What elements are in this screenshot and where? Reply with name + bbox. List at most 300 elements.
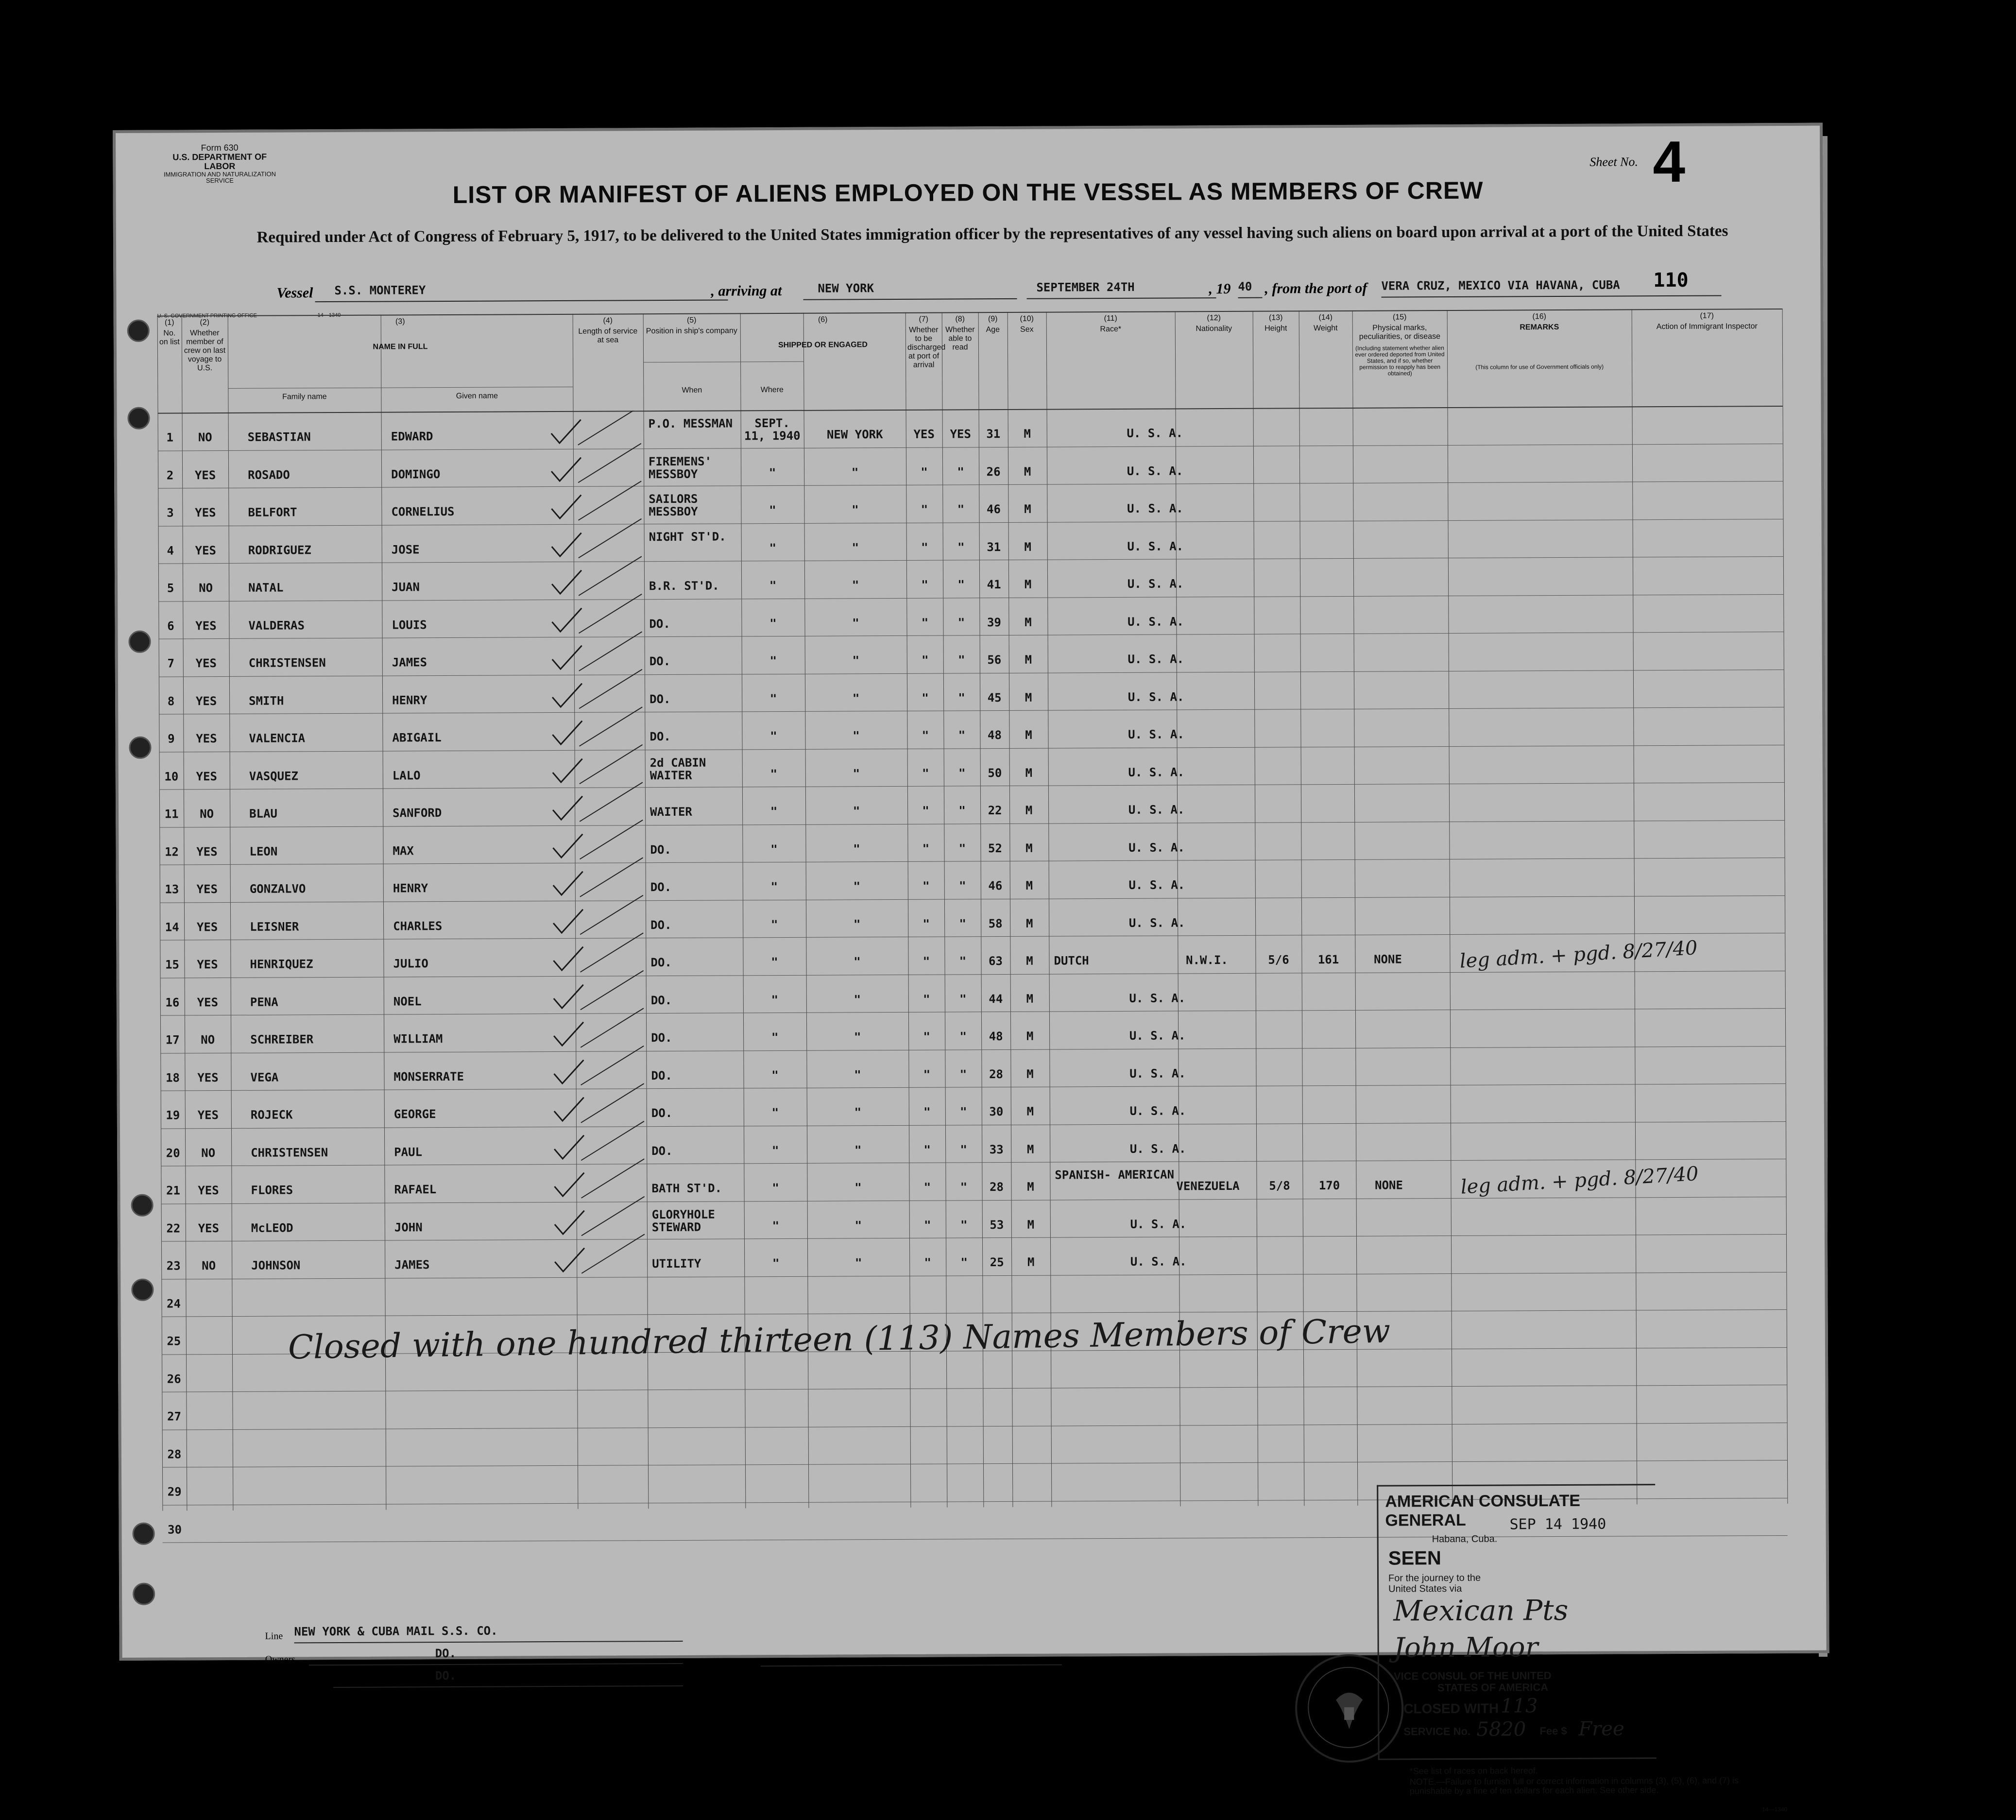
- cell-age: 46: [986, 502, 1001, 516]
- cell-given: JOHN: [394, 1220, 423, 1234]
- seal-inner-ring: [1308, 1667, 1389, 1749]
- cell-n: 29: [167, 1485, 182, 1499]
- cell-prev: YES: [196, 920, 218, 934]
- column-divider: [1632, 309, 1638, 1504]
- cell-sex: M: [1024, 502, 1031, 516]
- cell-read: ": [957, 502, 965, 516]
- binder-hole: [127, 320, 150, 342]
- cell-family: LEISNER: [250, 919, 299, 934]
- cell-when: ": [770, 917, 778, 931]
- cell-pos: UTILITY: [652, 1256, 701, 1271]
- cell-dis: ": [923, 917, 930, 931]
- row-divider: [162, 1422, 1787, 1430]
- row-divider: [161, 1271, 1786, 1279]
- cell-given: CORNELIUS: [391, 504, 455, 519]
- cell-prev: YES: [194, 468, 216, 482]
- column-number: (5): [686, 316, 697, 325]
- cell-given: LOUIS: [392, 618, 427, 632]
- stamp-vice-1: VICE CONSUL OF THE UNITED: [1393, 1669, 1552, 1683]
- cell-read: ": [957, 615, 965, 629]
- cell-pos: DO.: [651, 1106, 673, 1120]
- cell-dis: ": [922, 728, 929, 742]
- vessel-name: S.S. MONTEREY: [315, 282, 728, 302]
- cell-n: 16: [165, 995, 180, 1010]
- cell-read: ": [957, 578, 965, 592]
- cell-family: FLORES: [251, 1183, 293, 1197]
- cell-when: SEPT. 11, 1940: [744, 416, 801, 443]
- vessel-label: Vessel: [276, 285, 313, 301]
- cell-where: ": [854, 1181, 862, 1195]
- column-number: (3): [395, 317, 405, 326]
- cell-n: 13: [165, 882, 179, 896]
- cell-sex: M: [1026, 1067, 1034, 1081]
- cell-where: ": [854, 992, 861, 1006]
- cell-read: ": [957, 540, 965, 554]
- cell-n: 1: [166, 430, 174, 445]
- stamp-heading: AMERICAN CONSULATE GENERAL: [1385, 1491, 1581, 1530]
- cell-family: VEGA: [250, 1070, 279, 1084]
- column-label: Race*: [1100, 325, 1122, 334]
- cell-n: 2: [166, 468, 174, 482]
- closed-with-value: 113: [1501, 1695, 1538, 1717]
- cell-pos: SAILORS MESSBOY: [649, 492, 698, 519]
- remarks-note: leg adm. + pgd. 8/27/40: [1460, 1162, 1699, 1199]
- cell-age: 22: [988, 804, 1002, 818]
- cell-pos: DO.: [650, 918, 672, 932]
- cell-pos: DO.: [649, 617, 670, 631]
- column-label: Whether member of crew on last voyage to U.S.: [184, 329, 226, 373]
- cell-dis: YES: [913, 427, 935, 441]
- column-number: (9): [988, 315, 998, 324]
- cell-where: ": [854, 955, 861, 969]
- cell-marks: NONE: [1374, 952, 1402, 966]
- cell-n: 9: [168, 732, 175, 746]
- cell-pos: WAITER: [650, 805, 692, 819]
- cell-n: 20: [166, 1146, 180, 1160]
- action-subheader: (This column for use of Government officials only): [1475, 363, 1604, 371]
- cell-sex: M: [1025, 652, 1032, 667]
- cell-sex: M: [1026, 1029, 1034, 1043]
- inspector-signature-line: Immigrant Inspector.: [761, 1665, 1062, 1680]
- cell-given: JUAN: [392, 580, 420, 594]
- cell-where: ": [851, 465, 859, 479]
- cell-given: GEORGE: [393, 1107, 436, 1121]
- cell-age: 46: [988, 879, 1003, 893]
- cell-sex: M: [1024, 464, 1031, 479]
- row-divider: [159, 744, 1784, 752]
- service-no-value: 5820: [1476, 1718, 1526, 1741]
- remarks-note: leg adm. + pgd. 8/27/40: [1459, 936, 1698, 973]
- service-column-strokes: [573, 411, 648, 1383]
- cell-read: ": [957, 653, 965, 667]
- cell-age: 52: [988, 841, 1002, 855]
- binder-hole: [131, 1279, 154, 1301]
- closing-note: Closed with one hundred thirteen (113) Names Members of Crew: [288, 1312, 1391, 1367]
- column-label: Position in ship's company: [646, 326, 737, 336]
- cell-read: YES: [950, 427, 971, 441]
- cell-prev: YES: [196, 844, 218, 858]
- row-divider: [162, 1309, 1787, 1317]
- binder-hole: [133, 1583, 155, 1605]
- cell-prev: YES: [197, 1108, 219, 1122]
- from-label: , from the port of: [1264, 280, 1367, 297]
- cell-dis: ": [923, 1143, 931, 1157]
- cell-prev: YES: [195, 694, 217, 708]
- cell-family: GONZALVO: [249, 882, 306, 896]
- year-prefix: , 19: [1209, 280, 1231, 297]
- stamp-date: SEP 14 1940: [1509, 1515, 1606, 1533]
- cell-where: ": [854, 1256, 862, 1270]
- column-number: (12): [1207, 314, 1221, 323]
- cell-prev: NO: [201, 1146, 216, 1160]
- cell-given: JAMES: [394, 1258, 430, 1272]
- cell-nat: U. S. A.: [1130, 1254, 1187, 1269]
- column-number: (13): [1268, 313, 1283, 322]
- printing-office: U. S. GOVERNMENT PRINTING OFFICE: [157, 312, 257, 319]
- column-header: [573, 313, 644, 411]
- stamp-vice-2: STATES OF AMERICA: [1437, 1681, 1549, 1694]
- cell-given: HENRY: [392, 693, 427, 707]
- cell-n: 25: [167, 1334, 181, 1348]
- cell-sex: M: [1025, 916, 1033, 930]
- cell-read: ": [958, 841, 966, 855]
- cell-pos: DO.: [651, 1068, 672, 1082]
- given-name-subheader: Given name: [456, 392, 498, 400]
- cell-height: 5/8: [1269, 1179, 1290, 1193]
- cell-dis: ": [923, 1030, 930, 1044]
- cell-read: ": [958, 804, 966, 818]
- cell-pos: DO.: [650, 955, 672, 970]
- cell-where: ": [853, 766, 860, 780]
- cell-n: 23: [166, 1259, 181, 1273]
- cell-sex: M: [1027, 1218, 1035, 1232]
- cell-prev: NO: [198, 430, 212, 445]
- cell-given: NOEL: [393, 994, 422, 1008]
- cell-read: ": [959, 954, 967, 968]
- cell-nat: U. S. A.: [1127, 501, 1183, 515]
- agents-label: Local Agents: [265, 1676, 317, 1687]
- cell-family: RODRIGUEZ: [248, 543, 311, 557]
- cell-nat: U. S. A.: [1129, 1141, 1186, 1156]
- cell-family: ROSADO: [248, 467, 290, 482]
- cell-given: HENRY: [393, 881, 428, 895]
- cell-prev: NO: [199, 581, 213, 595]
- cell-when: ": [771, 1143, 779, 1157]
- row-divider: [160, 970, 1785, 978]
- cell-where: ": [853, 841, 860, 856]
- cell-prev: NO: [202, 1259, 216, 1273]
- cell-nat: U. S. A.: [1127, 426, 1183, 440]
- manifest-sheet: [113, 123, 1829, 1813]
- cell-dis: ": [924, 1218, 931, 1232]
- cell-where: ": [852, 691, 860, 705]
- column-divider: [1447, 310, 1453, 1505]
- cell-age: 28: [989, 1067, 1004, 1081]
- row-divider: [162, 1385, 1787, 1392]
- cell-family: CHRISTENSEN: [251, 1145, 328, 1160]
- cell-dis: ": [923, 954, 930, 968]
- cell-pos: DO.: [649, 654, 671, 669]
- fine-note: NOTE.—Failure to furnish full or correct information in columns (3), (5), (6), and (7) is punishable by a fine of ten dollars for each alien. See other side.: [1409, 1775, 1739, 1796]
- cell-age: 28: [989, 1180, 1004, 1194]
- row-divider: [159, 707, 1784, 715]
- cell-when: ": [769, 579, 777, 593]
- cell-n: 3: [167, 506, 174, 520]
- cell-family: VALENCIA: [249, 731, 306, 745]
- arrival-date: SEPTEMBER 24TH: [1026, 280, 1216, 299]
- binder-hole: [133, 1523, 155, 1545]
- cell-when: ": [772, 1219, 780, 1233]
- cell-nat: U. S. A.: [1128, 840, 1185, 855]
- cell-n: 11: [164, 807, 179, 821]
- cell-n: 6: [167, 618, 174, 633]
- stamp-city: Habana, Cuba.: [1432, 1533, 1498, 1545]
- cell-dis: ": [923, 1180, 931, 1194]
- cell-dis: ": [922, 841, 930, 856]
- cell-given: JAMES: [392, 655, 427, 670]
- row-divider: [159, 782, 1784, 790]
- cell-given: JOSE: [391, 542, 420, 557]
- cell-family: LEON: [249, 844, 278, 858]
- cell-given: RAFAEL: [394, 1183, 437, 1197]
- column-number: (17): [1700, 311, 1714, 320]
- column-divider: [228, 315, 234, 1511]
- cell-where: ": [853, 879, 861, 893]
- cell-given: PAUL: [394, 1145, 423, 1159]
- row-divider: [158, 594, 1783, 602]
- row-divider: [159, 820, 1784, 827]
- cell-given: ABIGAIL: [392, 731, 442, 745]
- cell-family: JOHNSON: [251, 1258, 301, 1272]
- closed-with-label: CLOSED WITH: [1403, 1700, 1499, 1717]
- row-divider: [158, 556, 1783, 564]
- cell-read: ": [960, 1105, 967, 1119]
- department: U.S. DEPARTMENT OF LABOR: [172, 152, 267, 171]
- cell-nat: U. S. A.: [1129, 1104, 1186, 1118]
- cell-nat: U. S. A.: [1128, 689, 1184, 704]
- cell-where: ": [853, 917, 861, 931]
- cell-given: JULIO: [393, 957, 428, 971]
- column-header: [1046, 311, 1176, 409]
- agents-value: DO.: [333, 1668, 683, 1688]
- cell-family: NATAL: [248, 581, 284, 595]
- column-label: SHIPPED OR ENGAGED: [778, 341, 868, 350]
- cell-prev: YES: [197, 995, 219, 1009]
- column-number: (8): [955, 315, 965, 324]
- cell-prev: YES: [195, 618, 217, 633]
- cell-nat: U. S. A.: [1128, 915, 1185, 930]
- cell-age: 31: [986, 427, 1001, 441]
- cell-sex: M: [1027, 1180, 1034, 1194]
- column-label: Weight: [1313, 324, 1338, 333]
- cell-when: ": [771, 1068, 779, 1082]
- cell-age: 25: [990, 1255, 1004, 1270]
- cell-given: WILLIAM: [393, 1032, 443, 1046]
- cell-n: 14: [165, 920, 179, 934]
- sheet-label: Sheet No.: [1589, 155, 1639, 169]
- cell-read: ": [959, 1030, 967, 1044]
- cell-when: ": [770, 842, 778, 856]
- cell-n: 27: [167, 1409, 182, 1424]
- column-header: [1253, 310, 1299, 408]
- cell-marks: NONE: [1375, 1178, 1403, 1192]
- cell-when: ": [771, 955, 778, 969]
- cell-read: ": [958, 766, 966, 780]
- cell-pos: BATH ST'D.: [651, 1181, 722, 1196]
- sheet-number: 4: [1653, 129, 1686, 195]
- cell-pos: DO.: [651, 1144, 673, 1158]
- cell-dis: ": [923, 1067, 931, 1082]
- cell-weight: 170: [1318, 1178, 1340, 1193]
- cell-when: ": [770, 767, 778, 781]
- cell-where: ": [854, 1218, 862, 1232]
- cell-pos: GLORYHOLE STEWARD: [651, 1207, 715, 1234]
- cell-prev: YES: [196, 732, 217, 746]
- cell-age: 56: [987, 653, 1002, 667]
- column-label: No. on list: [159, 329, 180, 346]
- cell-dis: ": [924, 1255, 931, 1270]
- cell-dis: ": [922, 766, 929, 780]
- cell-where: ": [852, 653, 860, 668]
- cell-n: 12: [164, 844, 179, 859]
- service-no-label: SERVICE No.: [1403, 1725, 1471, 1738]
- cell-prev: NO: [201, 1033, 215, 1047]
- cell-pos: DO.: [649, 729, 671, 744]
- cell-dis: ": [921, 616, 929, 630]
- cell-family: CHRISTENSEN: [248, 656, 326, 670]
- cell-prev: YES: [196, 882, 218, 896]
- cell-family: ROJECK: [250, 1108, 293, 1122]
- cell-sex: M: [1027, 1255, 1035, 1269]
- row-divider: [158, 481, 1783, 489]
- cell-age: 26: [986, 464, 1001, 479]
- cell-when: ": [771, 1106, 779, 1120]
- cell-when: ": [769, 541, 777, 555]
- column-divider: [182, 315, 188, 1511]
- cell-age: 48: [989, 1030, 1003, 1044]
- cell-nat: U. S. A.: [1127, 577, 1184, 591]
- column-header: [1632, 309, 1783, 406]
- arriving-label: , arriving at: [711, 282, 782, 299]
- stamp-via: Mexican Pts: [1393, 1593, 1569, 1628]
- cell-race: DUTCH: [1054, 954, 1089, 968]
- owners-label: Owners: [265, 1654, 296, 1665]
- column-header: [978, 312, 1008, 409]
- fee-value: Free: [1578, 1717, 1624, 1740]
- cell-nat: U. S. A.: [1128, 652, 1184, 666]
- stamp-seen: SEEN: [1388, 1547, 1441, 1569]
- row-divider: [158, 519, 1783, 527]
- cell-when: ": [771, 993, 779, 1007]
- cell-when: ": [769, 654, 777, 668]
- cell-n: 4: [167, 543, 174, 558]
- row-divider: [161, 1121, 1786, 1129]
- cell-read: ": [960, 1218, 968, 1232]
- cell-where: ": [854, 1030, 861, 1044]
- cell-where: ": [854, 1067, 861, 1082]
- cell-when: ": [770, 880, 778, 894]
- column-label: Sex: [1020, 325, 1034, 334]
- cell-read: ": [959, 916, 966, 930]
- column-number: (1): [164, 318, 174, 327]
- cell-n: 24: [167, 1296, 181, 1311]
- cell-prev: YES: [198, 1184, 219, 1198]
- line-value: NEW YORK & CUBA MAIL S.S. CO.: [294, 1623, 683, 1643]
- column-header: [1175, 311, 1253, 409]
- cell-prev: YES: [197, 958, 218, 972]
- cell-read: ": [958, 690, 965, 704]
- cell-family: SCHREIBER: [250, 1032, 314, 1047]
- arrival-port: NEW YORK: [803, 281, 1017, 300]
- cell-nat: U. S. A.: [1128, 765, 1185, 779]
- cell-age: 44: [989, 992, 1003, 1006]
- column-number: (4): [603, 316, 613, 325]
- cell-n: 26: [167, 1372, 181, 1386]
- where-subheader: Where: [760, 385, 784, 395]
- cell-pos: NIGHT ST'D.: [649, 529, 726, 544]
- row-divider: [160, 933, 1785, 941]
- cell-sex: M: [1025, 766, 1033, 780]
- cell-sex: M: [1025, 728, 1032, 742]
- consul-signature: John Moor: [1393, 1631, 1538, 1664]
- cell-n: 21: [166, 1184, 181, 1198]
- cell-read: ": [960, 1180, 968, 1194]
- cell-where: ": [852, 503, 859, 517]
- departure-port: VERA CRUZ, MEXICO VIA HAVANA, CUBA: [1381, 278, 1721, 298]
- column-header: [157, 315, 182, 412]
- cell-nat: U. S. A.: [1129, 1066, 1186, 1081]
- column-number: (11): [1104, 314, 1117, 323]
- cell-nat: U. S. A.: [1130, 1217, 1187, 1231]
- cell-sex: M: [1026, 954, 1033, 968]
- cell-prev: YES: [195, 543, 217, 557]
- row-divider: [160, 1046, 1785, 1053]
- cell-where: ": [852, 578, 859, 592]
- binder-hole: [128, 631, 151, 653]
- cell-read: ": [960, 1255, 968, 1270]
- cell-when: ": [769, 465, 776, 480]
- cell-when: ": [769, 691, 777, 705]
- row-divider: [159, 670, 1784, 677]
- cell-n: 17: [165, 1033, 180, 1047]
- cell-dis: ": [923, 1105, 931, 1119]
- cell-pos: DO.: [650, 880, 672, 894]
- cell-age: 58: [988, 916, 1003, 930]
- page-reference: 110: [1653, 269, 1689, 292]
- row-divider: [161, 1234, 1786, 1242]
- cell-sex: M: [1025, 690, 1032, 704]
- stamp-journey-2: United States via: [1388, 1583, 1462, 1595]
- cell-nat: U. S. A.: [1128, 878, 1185, 892]
- table-border-right: [1782, 309, 1788, 1504]
- cell-when: ": [770, 805, 778, 819]
- cell-nat: VENEZUELA: [1176, 1179, 1240, 1193]
- cell-n: 5: [167, 581, 174, 595]
- column-number: (7): [919, 315, 929, 324]
- cell-sex: M: [1024, 540, 1032, 554]
- column-header: [905, 312, 946, 410]
- cell-nat: U. S. A.: [1127, 464, 1183, 478]
- cell-n: 19: [166, 1108, 180, 1122]
- when-subheader: When: [682, 386, 702, 395]
- column-label: Whether to be discharged at port of arrival: [907, 326, 946, 369]
- row-divider: [160, 1008, 1785, 1016]
- cell-n: 30: [168, 1522, 182, 1537]
- cell-height: 5/6: [1268, 953, 1289, 967]
- cell-given: LALO: [392, 768, 421, 783]
- binder-hole: [129, 737, 151, 759]
- cell-sex: M: [1025, 878, 1033, 893]
